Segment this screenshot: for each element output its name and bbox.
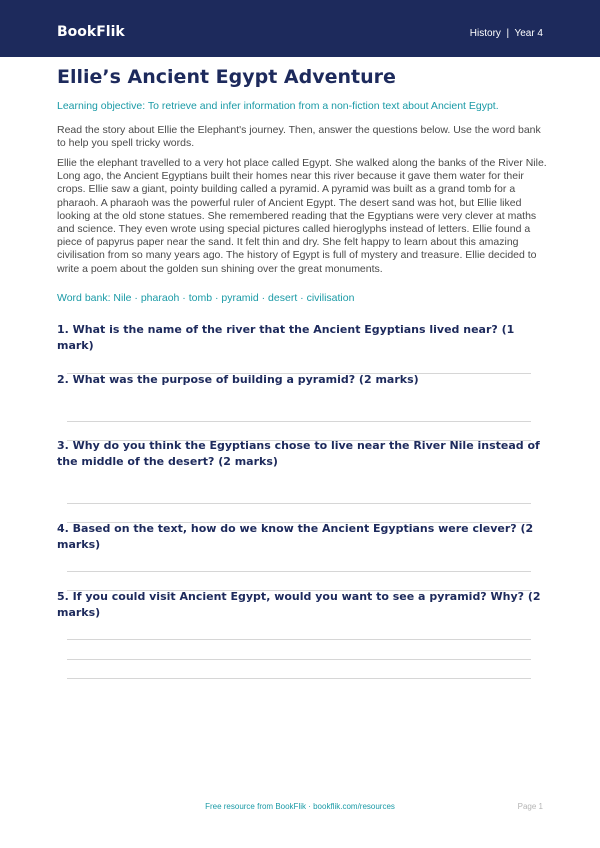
- question-2: 2. What was the purpose of building a pyramid? (2 marks): [57, 373, 419, 386]
- learning-objective: Learning objective: To retrieve and infer information from a non-fiction text about Ancient Egypt.: [57, 100, 499, 112]
- answer-line[interactable]: [67, 659, 531, 660]
- answer-line[interactable]: [67, 639, 531, 640]
- answer-line[interactable]: [67, 421, 531, 422]
- question-3: 3. Why do you think the Egyptians chose to live near the River Nile instead of the middle of the desert? (2 marks): [57, 439, 540, 468]
- page-number: Page 1: [517, 802, 543, 811]
- subject-year-label: History | Year 4: [469, 28, 543, 39]
- answer-line[interactable]: [67, 678, 531, 679]
- brand-logo-text: BookFlik: [57, 24, 125, 40]
- footer-link[interactable]: Free resource from BookFlik · bookflik.com/resources: [205, 802, 395, 811]
- page-header: [0, 0, 600, 57]
- story-paragraph: Ellie the elephant travelled to a very hot place called Egypt. She walked along the banks of the River Nile. Long ago, the Ancient Egyptians built their homes near this river because it gave them water for their crops. Ellie saw a giant, pointy building called a pyramid. A pyramid was built as a grand tomb for a pharaoh. A pharaoh was the powerful ruler of Ancient Egypt. The desert sand was hot, but Ellie liked looking at the old stone statues. She remembered reading that the Egyptians were very clever at maths and science. They even wrote using special pictures called hieroglyphs instead of letters. Ellie found a piece of papyrus paper near the sand. It felt thin and dry. She felt happy to learn about this amazing civilisation from so many years ago. The history of Egypt is full of mystery and treasure. Ellie decided to write a poem about the golden sun shining over the great monuments.: [57, 157, 547, 275]
- question-4: 4. Based on the text, how do we know the Ancient Egyptians were clever? (2 marks): [57, 522, 534, 551]
- answer-line[interactable]: [67, 503, 531, 504]
- question-1: 1. What is the name of the river that the Ancient Egyptians lived near? (1 mark): [57, 323, 515, 352]
- question-5: 5. If you could visit Ancient Egypt, would you want to see a pyramid? Why? (2 marks): [57, 590, 541, 619]
- intro-paragraph: Read the story about Ellie the Elephant's journey. Then, answer the questions below. Use the word bank to help you spell tricky words.: [57, 124, 541, 150]
- page-title: Ellie’s Ancient Egypt Adventure: [57, 66, 396, 88]
- word-bank: Word bank: Nile · pharaoh · tomb · pyramid · desert · civilisation: [57, 292, 355, 304]
- answer-line[interactable]: [67, 571, 531, 572]
